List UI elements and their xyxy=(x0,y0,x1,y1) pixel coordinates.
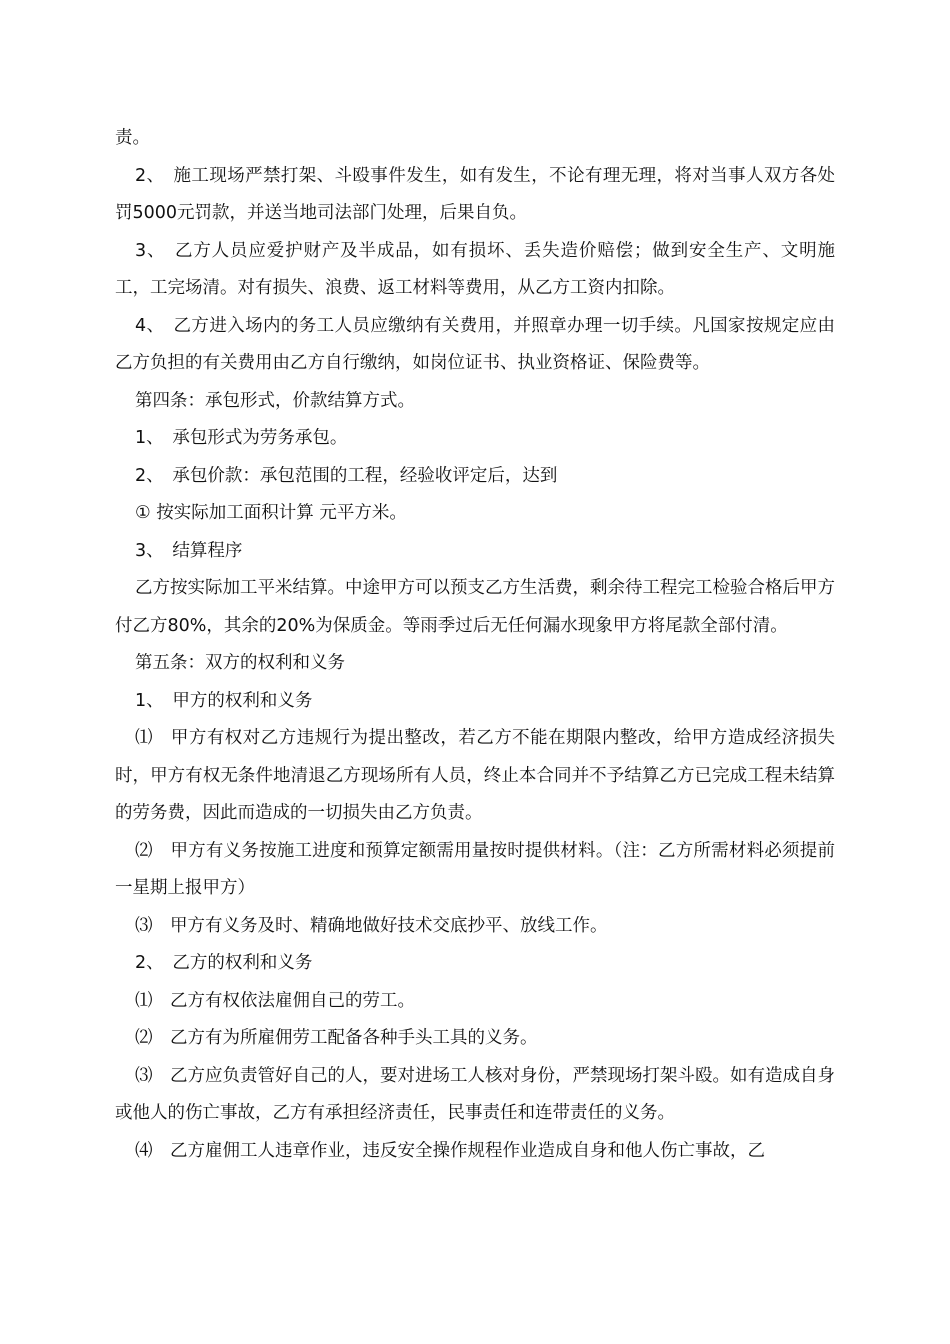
paragraph: 2、 乙方的权利和义务 xyxy=(135,953,313,973)
paragraph: ⑵ 乙方有为所雇佣劳工配备各种手头工具的义务。 xyxy=(135,1028,538,1048)
paragraph: ⑶ 甲方有义务及时、精确地做好技术交底抄平、放线工作。 xyxy=(135,915,608,936)
paragraph: 4、 乙方进入场内的务工人员应缴纳有关费用，并照章办理一切手续。凡国家按规定应由乙方负担的有关费用由乙方自行缴纳，如岗位证书、执业资格证、保险费等。 xyxy=(115,315,835,373)
paragraph: ① 按实际加工面积计算 元平方米。 xyxy=(135,503,407,523)
section-heading: 第四条：承包形式，价款结算方式。 xyxy=(135,390,415,411)
paragraph: 2、 承包价款：承包范围的工程，经验收评定后，达到 xyxy=(135,465,558,486)
paragraph: ⑵ 甲方有义务按施工进度和预算定额需用量按时提供材料。（注：乙方所需材料必须提前一星期上报甲方） xyxy=(115,840,835,898)
paragraph: 1、 承包形式为劳务承包。 xyxy=(135,428,348,448)
paragraph: 3、 乙方人员应爱护财产及半成品，如有损坏、丢失造价赔偿；做到安全生产、文明施工，工完场清。对有损失、浪费、返工材料等费用，从乙方工资内扣除。 xyxy=(115,240,835,298)
paragraph: ⑶ 乙方应负责管好自己的人，要对进场工人核对身份，严禁现场打架斗殴。如有造成自身或他人的伤亡事故，乙方有承担经济责任，民事责任和连带责任的义务。 xyxy=(115,1065,835,1123)
paragraph: 责。 xyxy=(115,128,150,148)
paragraph: ⑴ 乙方有权依法雇佣自己的劳工。 xyxy=(135,990,415,1011)
paragraph: 3、 结算程序 xyxy=(135,540,243,561)
paragraph: ⑷ 乙方雇佣工人违章作业，违反安全操作规程作业造成自身和他人伤亡事故，乙 xyxy=(135,1140,765,1161)
paragraph: ⑴ 甲方有权对乙方违规行为提出整改，若乙方不能在期限内整改，给甲方造成经济损失时，甲方有权无条件地清退乙方现场所有人员，终止本合同并不予结算乙方已完成工程未结算的劳务费，因此而造成的一切损失由乙方负责。 xyxy=(115,728,835,823)
document-body xyxy=(115,120,835,1170)
paragraph: 1、 甲方的权利和义务 xyxy=(135,690,313,711)
section-heading: 第五条：双方的权利和义务 xyxy=(135,653,345,673)
paragraph: 乙方按实际加工平米结算。中途甲方可以预支乙方生活费，剩余待工程完工检验合格后甲方付乙方80%，其余的20%为保质金。等雨季过后无任何漏水现象甲方将尾款全部付清。 xyxy=(115,578,835,636)
paragraph: 2、 施工现场严禁打架、斗殴事件发生，如有发生，不论有理无理，将对当事人双方各处罚5000元罚款，并送当地司法部门处理，后果自负。 xyxy=(115,165,835,223)
